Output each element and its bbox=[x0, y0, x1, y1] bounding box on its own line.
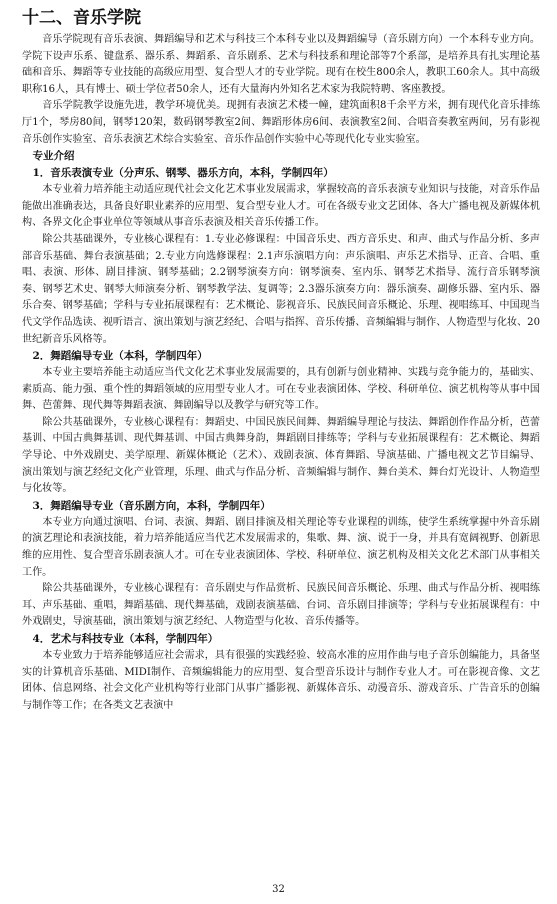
intro-paragraph-1: 音乐学院现有音乐表演、舞蹈编导和艺术与科技三个本科专业以及舞蹈编导（音乐剧方向）一个本科专业方向。学院下设声乐系、键盘系、器乐系、舞蹈系、音乐剧系、艺术与科技系和理论部等7个系部，是培养具有扎实理论基础和音乐、舞蹈等专业技能的高级应用型、复合型人才的专业学院。现有在校生800余人，教职工60余人。其中高级职称16人，具有博士、硕士学位者50余人，还有大量海内外知名艺术家为我院特聘、客座教授。 bbox=[22, 34, 540, 95]
major-1-paragraph-2: 除公共基础课外，专业核心课程有：1.专业必修课程：中国音乐史、西方音乐史、和声、曲式与作品分析、多声部音乐基础、舞台表演基础；2.专业方向选修课程：2.1声乐演唱方向：声乐演唱、声乐艺术指导、正音、合唱、重唱、表演、形体、剧目排演、钢琴基础；2.2钢琴演奏方向：钢琴演奏、室内乐、钢琴艺术指导、流行音乐钢琴演奏、钢琴艺术史、钢琴大师演奏分析、钢琴教学法、复调等；2.3器乐演奏方向：器乐演奏、副修乐器、室内乐、器乐合奏、钢琴基础；学科与专业拓展课程有：艺术概论、影视音乐、民族民间音乐概论、乐理、视唱练耳、中国现当代文学作品选读、视听语言、演出策划与演艺经纪、合唱与指挥、音乐传播、音频编辑与制作、人物造型与化妆、20世纪新音乐风格等。 bbox=[22, 233, 540, 345]
major-3-paragraph-1: 本专业方向通过演唱、台词、表演、舞蹈、剧目排演及相关理论等专业课程的训练，使学生系统掌握中外音乐剧的演艺理论和表演技能，着力培养能适应当代艺术发展需求的，集歌、舞、演、说于一身，并具有宽阔视野、创新思维的应用性、复合型音乐剧表演人才。可在专业表演团体、学校、科研单位、演艺机构及相关文化艺术部门从事相关工作。 bbox=[22, 516, 540, 578]
major-4-heading: 4．艺术与科技专业（本科，学制四年） bbox=[32, 633, 219, 645]
document-page bbox=[22, 6, 540, 714]
major-2-paragraph-1: 本专业主要培养能主动适应当代文化艺术事业发展需要的，具有创新与创业精神、实践与竞争能力的，基础实、素质高、能力强、重个性的舞蹈领域的应用型专业人才。可在专业表演团体、学校、科研单位、演艺机构等从事中国舞、芭蕾舞、现代舞等舞蹈表演、舞剧编导以及教学与研究等工作。 bbox=[22, 367, 540, 412]
major-4-paragraph-1: 本专业致力于培养能够适应社会需求，具有很强的实践经验、较高水准的应用作曲与电子音乐创编能力，具备坚实的计算机音乐基础、MIDI制作、音频编辑能力的应用型、复合型音乐设计与制作专业人才。可在影视音像、文艺团体、信息网络、社会文化产业机构等行业部门从事广播影视、新媒体音乐、动漫音乐、游戏音乐、广告音乐的创编与制作等工作；在各类文艺表演中 bbox=[22, 650, 540, 711]
major-3-heading: 3．舞蹈编导专业（音乐剧方向，本科，学制四年） bbox=[32, 499, 271, 512]
major-1-heading: 1．音乐表演专业（分声乐、钢琴、器乐方向，本科，学制四年） bbox=[32, 167, 334, 180]
page-title: 十二、音乐学院 bbox=[22, 8, 141, 28]
page-number: 32 bbox=[272, 884, 285, 895]
intro-paragraph-2: 音乐学院教学设施先进，教学环境优美。现拥有表演艺术楼一幢，建筑面积8千余平方米，拥有现代化音乐排练厅1个，琴房80间，钢琴120架，数码钢琴教室2间、舞蹈形体房6间、表演教室2间、合唱音奏教室两间，另有影视音乐创作实验室、音乐表演艺术综合实验室、音乐作品创作实验中心等现代化专业实验室。 bbox=[22, 100, 540, 145]
major-1-paragraph-1: 本专业着力培养能主动适应现代社会文化艺术事业发展需求，掌握较高的音乐表演专业知识与技能，对音乐作品能做出准确表达，具备良好职业素养的应用型、复合型专业人才。可在各级专业文艺团体、各大广播电视及新媒体机构、各界文化企事业单位等领域从事音乐表演及相关音乐传播工作。 bbox=[22, 184, 540, 229]
section-heading: 专业介绍 bbox=[32, 150, 75, 163]
major-2-heading: 2．舞蹈编导专业（本科，学制四年） bbox=[32, 350, 208, 363]
major-3-paragraph-2: 除公共基础课外，专业核心课程有：音乐剧史与作品赏析、民族民间音乐概论、乐理、曲式与作品分析、视唱练耳、声乐基础、重唱，舞蹈基础、现代舞基础，戏剧表演基础、台词、音乐剧目排演等；学科与专业拓展课程有：中外戏剧史，导演基础，演出策划与演艺经纪、人物造型与化妆、音乐传播等。 bbox=[22, 583, 540, 628]
major-2-paragraph-2: 除公共基础课外，专业核心课程有：舞蹈史、中国民族民间舞、舞蹈编导理论与技法、舞蹈创作作品分析，芭蕾基训、中国古典舞基训、现代舞基训、中国古典舞身韵，舞蹈剧目排练等；学科与专业拓展课程有：艺术概论、舞蹈学导论、中外戏剧史、美学原理、新媒体概论（艺术）、戏剧表演、体育舞蹈、导演基础、广播电视文艺节目编导、演出策划与演艺经纪文化产业管理，乐理、曲式与作品分析、音频编辑与制作、舞台美术、舞台灯光设计、人物造型与化妆等。 bbox=[22, 416, 540, 495]
